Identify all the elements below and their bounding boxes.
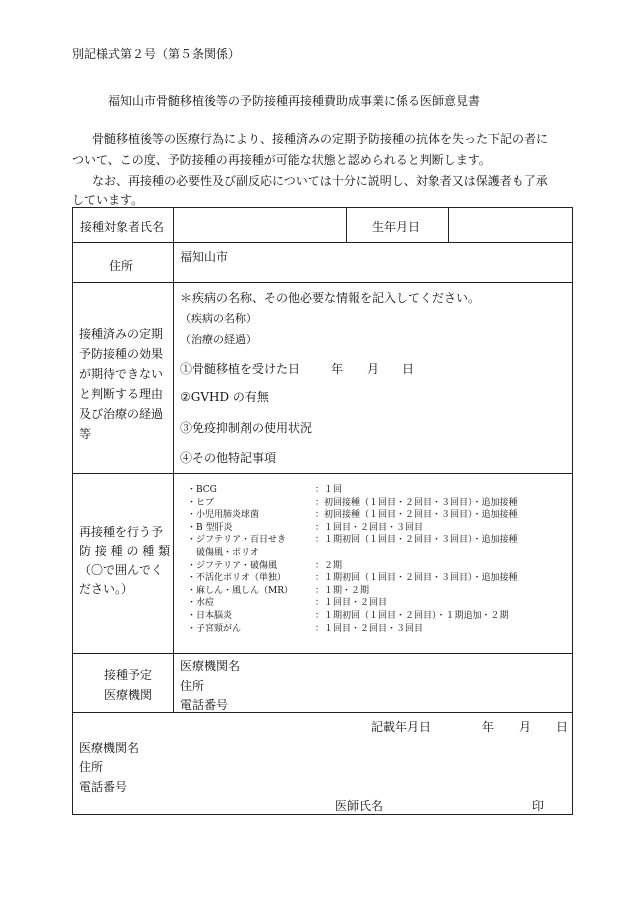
reason-label: 接種済みの定期 予防接種の効果 が期待できない と判断する理由 及び治療の経過 等	[79, 327, 164, 441]
vaccine-name[interactable]: ・麻しん・風しん（MR）	[187, 586, 293, 596]
address-field[interactable]: 福知山市	[180, 250, 229, 264]
disease-name-field[interactable]: （疾病の名称）	[180, 312, 257, 325]
vaccine-name[interactable]: ・ジフテリア・百日せき	[187, 535, 287, 545]
record-day-unit: 日	[556, 720, 569, 734]
transplant-month-unit: 月	[367, 362, 380, 376]
vaccine-doses[interactable]: ：１回目・２回目・３回目	[315, 523, 424, 533]
intro-line-3: なお、再接種の必要性及び副反応については十分に説明し、対象者又は保護者も了承	[92, 174, 548, 188]
record-year-unit: 年	[482, 720, 495, 734]
vaccine-name[interactable]: ・ジフテリア・破傷風	[187, 561, 278, 571]
intro-line-1: 骨髄移植後等の医療行為により、接種済みの定期予防接種の抗体を失った下記の者に	[92, 132, 549, 146]
transplant-day-unit: 日	[402, 362, 415, 376]
vaccine-name[interactable]: ・ヒブ	[187, 498, 215, 508]
column-divider	[448, 207, 449, 242]
planned-institution-address-label: 住所	[180, 679, 205, 693]
planned-institution-label: 接種予定 医療機関	[103, 668, 152, 702]
doctor-name-label: 医師氏名	[335, 799, 384, 813]
seal-mark: 印	[532, 799, 545, 813]
intro-line-2: ついて、この度、予防接種の再接種が可能な状態と認められると判断します。	[72, 153, 491, 167]
dob-label: 生年月日	[372, 220, 421, 234]
vaccine-name[interactable]: 破傷風・ポリオ	[187, 548, 259, 558]
page-title: 福知山市骨髄移植後等の予防接種再接種費助成事業に係る医師意見書	[108, 94, 481, 108]
doctor-institution-phone-label: 電話番号	[79, 780, 128, 794]
form-number: 別記様式第２号（第５条関係）	[72, 47, 241, 61]
address-label: 住所	[109, 259, 134, 273]
vaccine-doses[interactable]: ：１期・２期	[315, 586, 370, 596]
row-divider	[72, 473, 573, 474]
vaccine-doses[interactable]: ：１回	[315, 485, 343, 495]
revaccination-label: 再接種を行う予 防 接 種 の 種 類 （〇で囲んでく ださい。）	[79, 525, 171, 596]
vaccine-name[interactable]: ・日本脳炎	[187, 611, 233, 621]
vaccine-doses[interactable]: ：１期初回（１回目・２回目・３回目）・追加接種	[315, 573, 518, 583]
doctor-institution-name-label: 医療機関名	[79, 741, 140, 755]
reason-instruction: ＊疾病の名称、その他必要な情報を記入してください。	[180, 291, 481, 305]
row-divider	[72, 282, 573, 283]
transplant-date-label: ①骨髄移植を受けた日	[180, 362, 301, 376]
planned-institution-phone-label: 電話番号	[180, 698, 229, 712]
doctor-institution-address-label: 住所	[79, 760, 104, 774]
vaccine-name[interactable]: ・BCG	[187, 485, 217, 495]
immunosuppressant-label: ③免疫抑制剤の使用状況	[180, 421, 313, 435]
column-divider	[173, 207, 174, 712]
vaccine-doses[interactable]: ：１回目・２回目・３回目	[315, 624, 424, 634]
column-divider	[346, 207, 347, 242]
vaccine-name[interactable]: ・B 型肝炎	[187, 523, 233, 533]
vaccine-name[interactable]: ・水痘	[187, 598, 215, 608]
vaccine-doses[interactable]: ：初回接種（１回目・２回目・３回目）・追加接種	[315, 498, 518, 508]
name-label: 接種対象者氏名	[80, 220, 165, 234]
vaccine-name[interactable]: ・小児用肺炎球菌	[187, 510, 260, 520]
row-divider	[72, 653, 573, 654]
vaccine-name[interactable]: ・子宮頸がん	[187, 624, 242, 634]
vaccine-doses[interactable]: ：１期初回（１回目・２回目）・１期追加・２期	[315, 611, 509, 621]
record-date-label: 記載年月日	[371, 720, 432, 734]
vaccine-doses[interactable]: ：１期初回（１回目・２回目・３回目）・追加接種	[315, 535, 518, 545]
vaccine-doses[interactable]: ：１回目・２回目	[315, 598, 388, 608]
planned-institution-name-label: 医療機関名	[180, 659, 241, 673]
vaccine-doses[interactable]: ：初回接種（１回目・２回目・３回目）・追加接種	[315, 510, 518, 520]
intro-line-4: しています。	[72, 193, 144, 207]
transplant-year-unit: 年	[331, 362, 344, 376]
row-divider	[72, 242, 573, 243]
vaccine-doses[interactable]: ：２期	[315, 561, 343, 571]
treatment-course-field[interactable]: （治療の経過）	[180, 333, 257, 346]
row-divider	[72, 712, 573, 713]
other-notes-label: ④その他特記事項	[180, 451, 277, 465]
vaccine-name[interactable]: ・不活化ポリオ（単独）	[187, 573, 286, 583]
record-month-unit: 月	[519, 720, 532, 734]
gvhd-label: ②GVHD の有無	[180, 390, 269, 404]
